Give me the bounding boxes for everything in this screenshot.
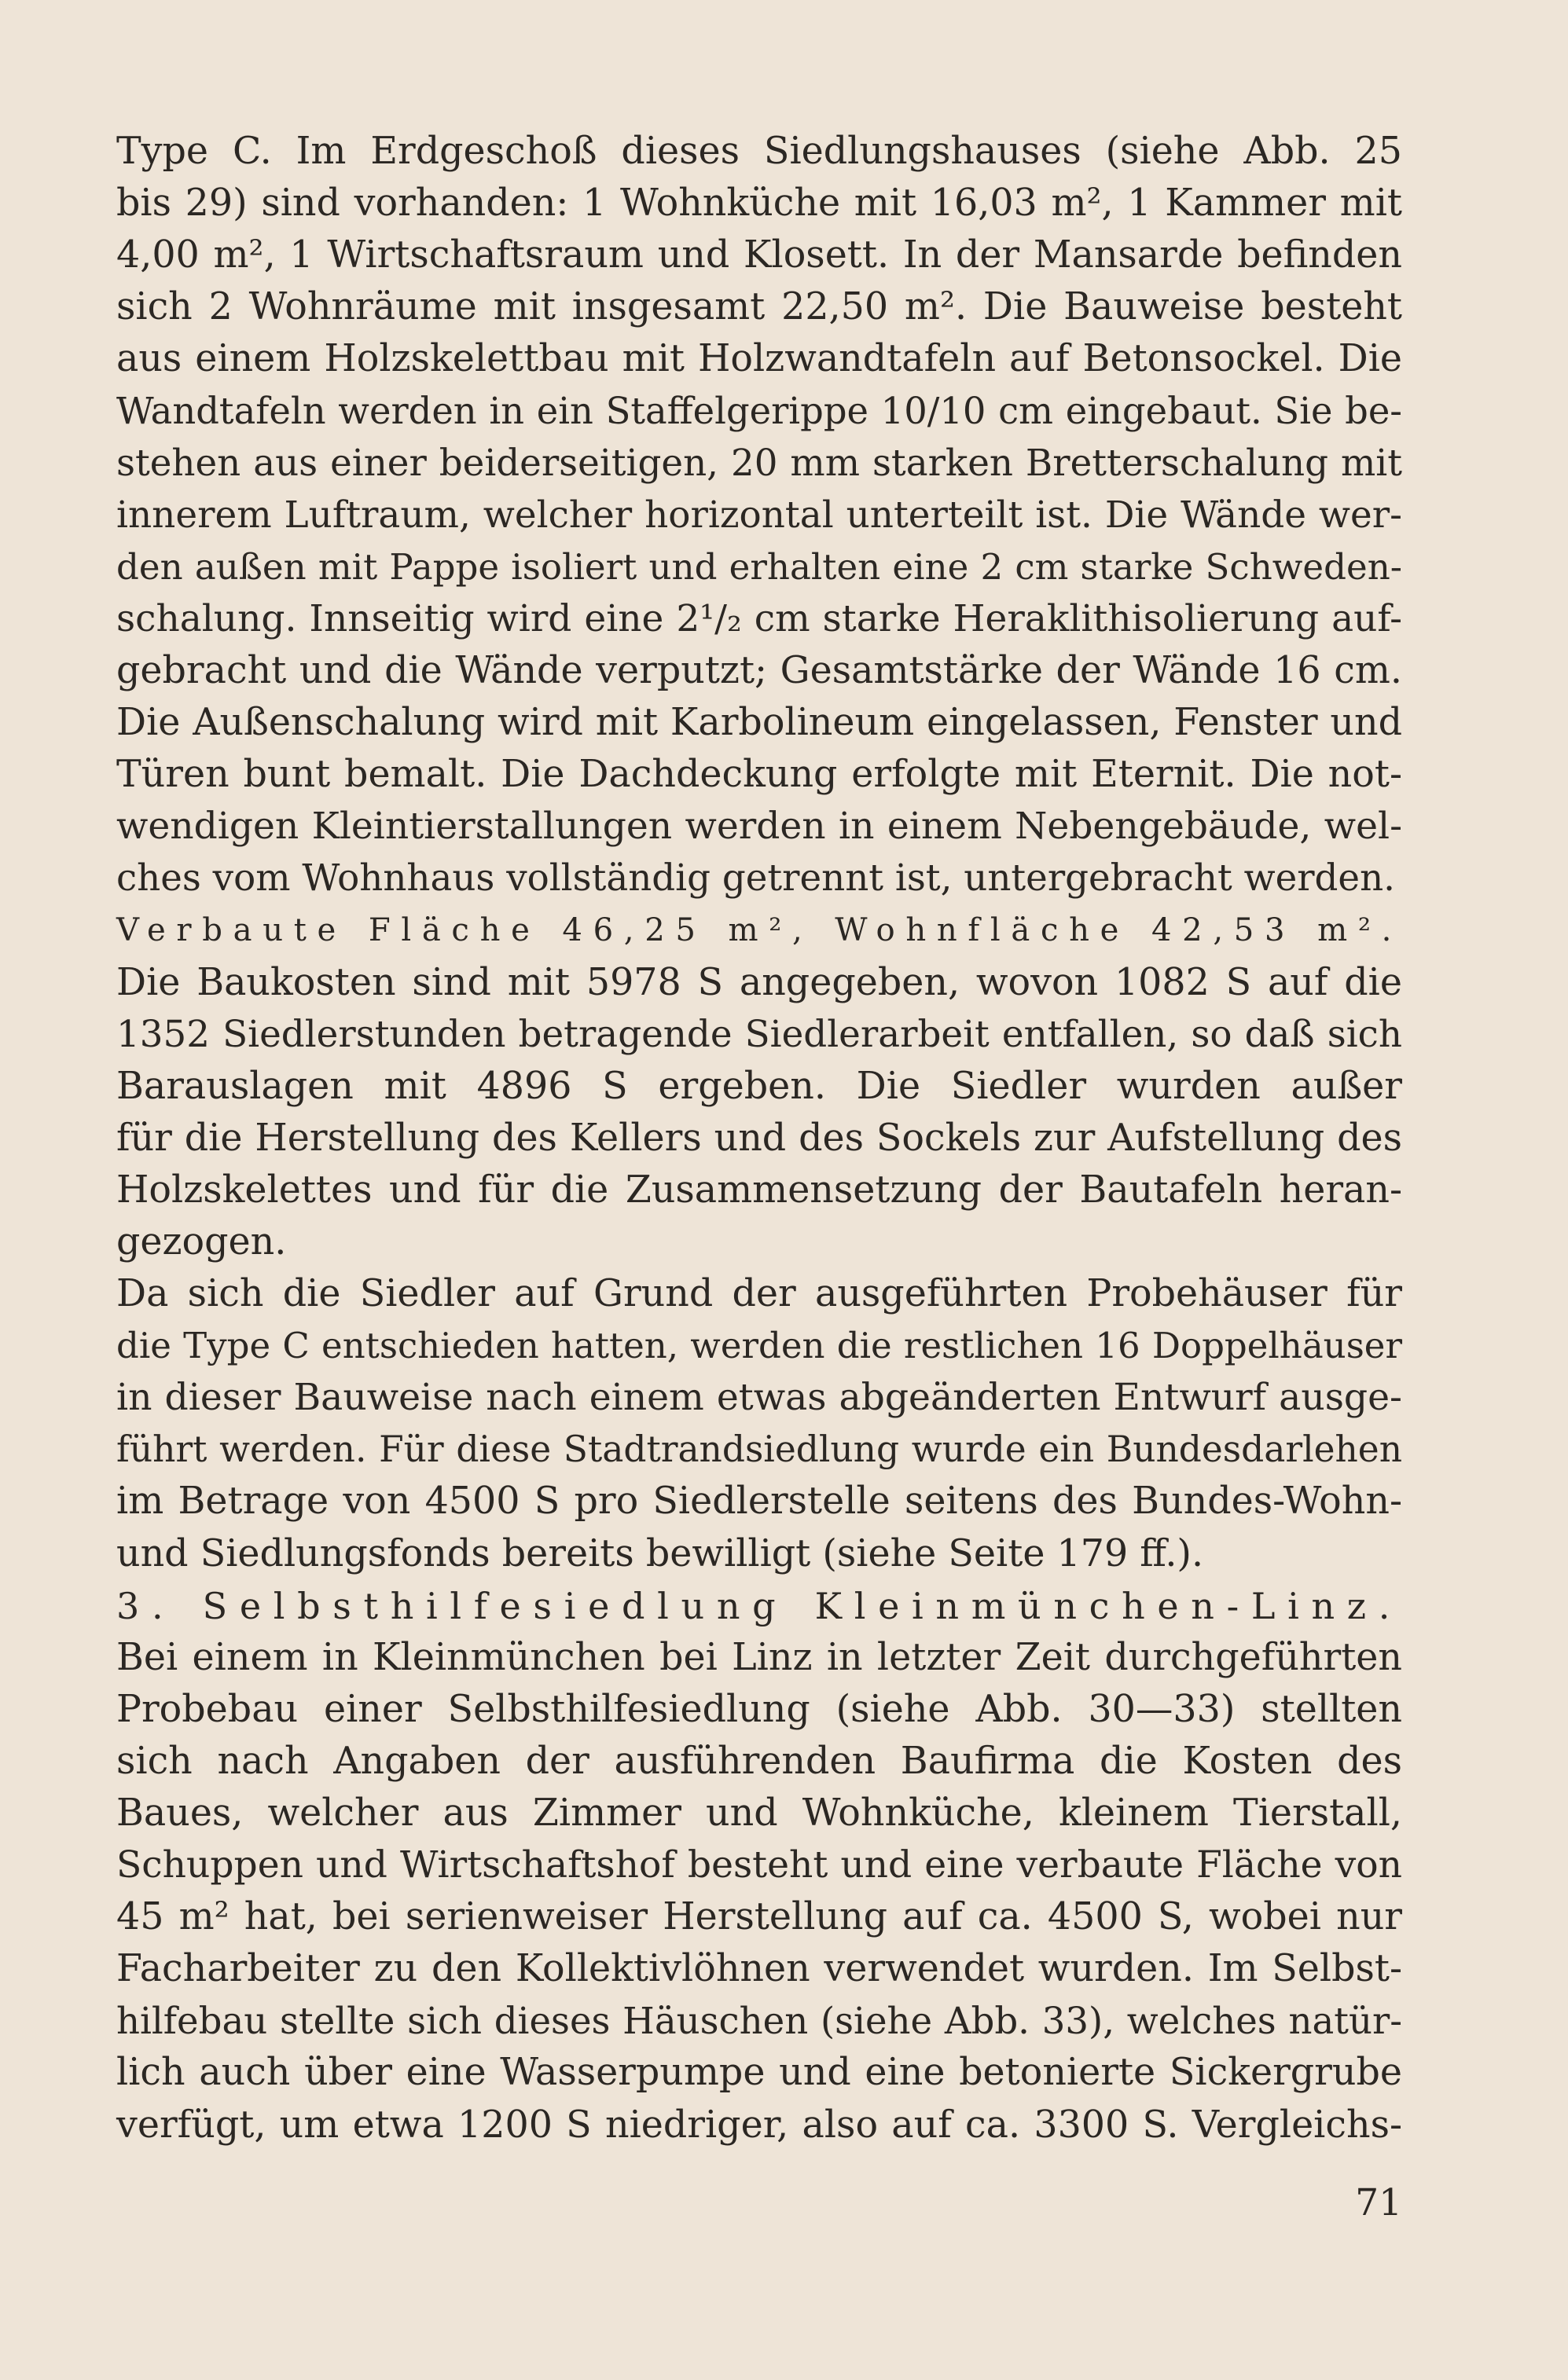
text-line: hilfebau stellte sich dieses Häuschen (siehe Abb. 33), welches natür-	[116, 2000, 1402, 2043]
text-line: Probebau einer Selbsthilfesiedlung (siehe Abb. 30—33) stellten	[116, 1687, 1402, 1731]
text-line: und Siedlungsfonds bereits bewilligt (siehe Seite 179 ff.).	[116, 1531, 1204, 1575]
text-line: im Betrage von 4500 S pro Siedlerstelle seitens des Bundes-Wohn-	[116, 1480, 1402, 1524]
text-line: in dieser Bauweise nach einem etwas abgeänderten Entwurf ausge-	[116, 1376, 1402, 1420]
text-line: lich auch über eine Wasserpumpe und eine betonierte Sickergrube	[116, 2051, 1402, 2095]
text-line: 4,00 m², 1 Wirtschaftsraum und Klosett. In der Mansarde befinden	[116, 233, 1402, 277]
text-line: führt werden. Für diese Stadtrandsiedlung wurde ein Bundesdarlehen	[116, 1428, 1402, 1471]
text-line: aus einem Holzskelettbau mit Holzwandtafeln auf Betonsockel. Die	[116, 337, 1402, 381]
text-line: ches vom Wohnhaus vollständig getrennt ist, untergebracht werden.	[116, 857, 1395, 900]
text-line: Die Außenschalung wird mit Karbolineum eingelassen, Fenster und	[116, 701, 1402, 745]
text-line: stehen aus einer beiderseitigen, 20 mm starken Bretterschalung mit	[116, 442, 1402, 485]
text-line: gebracht und die Wände verputzt; Gesamtstärke der Wände 16 cm.	[116, 648, 1402, 692]
text-line: für die Herstellung des Kellers und des Sockels zur Aufstellung des	[116, 1116, 1402, 1160]
text-line: gezogen.	[116, 1219, 287, 1263]
text-line: sich 2 Wohnräume mit insgesamt 22,50 m². Die Bauweise besteht	[116, 285, 1402, 329]
text-line: den außen mit Pappe isoliert und erhalten eine 2 cm starke Schweden-	[116, 545, 1402, 588]
text-line: Barauslagen mit 4896 S ergeben. Die Siedler wurden außer	[116, 1064, 1402, 1108]
text-line: Holzskelettes und für die Zusammensetzung der Bautafeln heran-	[116, 1168, 1402, 1212]
text-line: bis 29) sind vorhanden: 1 Wohnküche mit 16,03 m², 1 Kammer mit	[116, 182, 1402, 226]
text-line: verfügt, um etwa 1200 S niedriger, also auf ca. 3300 S. Vergleichs-	[116, 2103, 1402, 2147]
text-line: Türen bunt bemalt. Die Dachdeckung erfolgte mit Eternit. Die not-	[116, 753, 1402, 797]
body-text	[116, 126, 1402, 2151]
text-line: Bei einem in Kleinmünchen bei Linz in letzter Zeit durchgeführten	[116, 1635, 1402, 1679]
text-line: 1352 Siedlerstunden betragende Siedlerarbeit entfallen, so daß sich	[116, 1013, 1402, 1056]
text-line: wendigen Kleintierstallungen werden in einem Nebengebäude, wel-	[116, 805, 1402, 849]
section-heading: 3. Selbsthilfesiedlung Kleinmünchen-Linz.	[116, 1584, 1402, 1627]
text-line: Wandtafeln werden in ein Staffelgerippe 10/10 cm eingebaut. Sie be-	[116, 390, 1402, 433]
text-line: Die Baukosten sind mit 5978 S angegeben, wovon 1082 S auf die	[116, 960, 1402, 1004]
text-line: innerem Luftraum, welcher horizontal unterteilt ist. Die Wände wer-	[116, 493, 1402, 537]
text-line-spaced: Verbaute Fläche 46,25 m², Wohnfläche 42,53 m².	[116, 912, 1402, 949]
text-line: Schuppen und Wirtschaftshof besteht und eine verbaute Fläche von	[116, 1843, 1402, 1887]
text-line: Da sich die Siedler auf Grund der ausgeführten Probehäuser für	[116, 1272, 1402, 1316]
text-line: Type C. Im Erdgeschoß dieses Siedlungshauses (siehe Abb. 25	[116, 130, 1402, 173]
text-line: Baues, welcher aus Zimmer und Wohnküche, kleinem Tierstall,	[116, 1791, 1402, 1835]
page-number: 71	[1355, 2181, 1402, 2224]
text-line: 45 m² hat, bei serienweiser Herstellung auf ca. 4500 S, wobei nur	[116, 1895, 1402, 1939]
text-line: Facharbeiter zu den Kollektivlöhnen verwendet wurden. Im Selbst-	[116, 1947, 1402, 1991]
text-line: sich nach Angaben der ausführenden Baufirma die Kosten des	[116, 1739, 1402, 1783]
text-line: die Type C entschieden hatten, werden die restlichen 16 Doppelhäuser	[116, 1325, 1402, 1367]
text-line: schalung. Innseitig wird eine 2¹/₂ cm starke Heraklithisolierung auf-	[116, 596, 1402, 640]
